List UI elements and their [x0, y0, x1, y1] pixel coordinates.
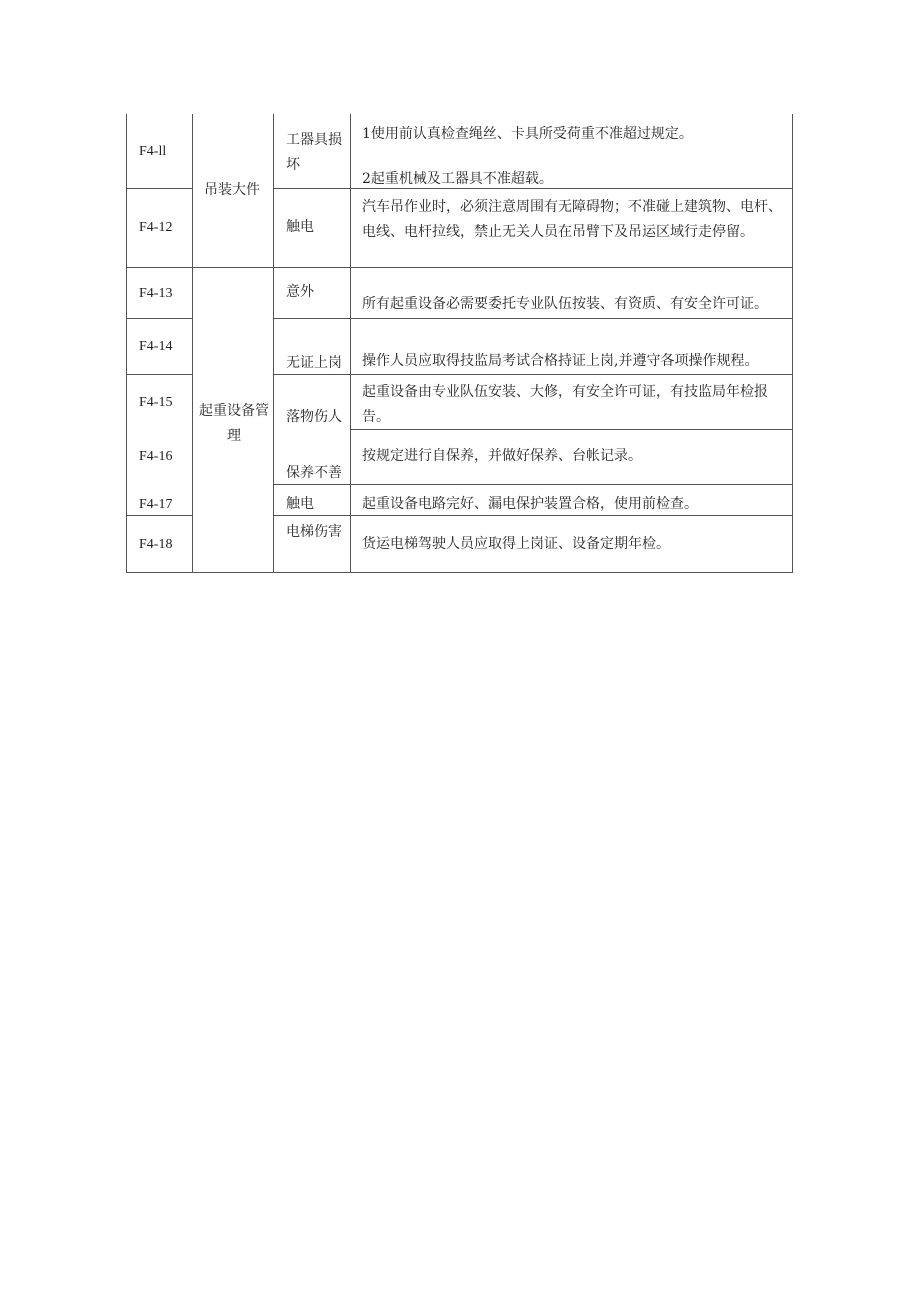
measure-cell: 按规定进行自保养，并做好保养、台帐记录。 — [362, 448, 642, 464]
row-code: F4-13 — [139, 286, 173, 301]
measure-cell: 2起重机械及工器具不准超载。 — [362, 171, 553, 187]
hazard-cell: 落物伤人 — [286, 409, 342, 425]
group-label: 起重设备管理 — [199, 403, 269, 444]
row-divider — [273, 374, 793, 375]
row-divider — [126, 188, 193, 189]
measure-cell: 操作人员应取得技监局考试合格持证上岗,并遵守各项操作规程。 — [362, 353, 759, 369]
table-border-bottom — [126, 572, 793, 573]
row-divider — [126, 267, 793, 268]
hazard-cell: 意外 — [286, 284, 314, 300]
row-code: F4-16 — [139, 449, 173, 464]
hazard-cell: 保养不善 — [286, 465, 342, 481]
hazard-cell: 工器具损坏 — [286, 132, 342, 173]
row-code: F4-17 — [139, 497, 173, 512]
table-border-right — [792, 114, 793, 573]
column-divider — [350, 114, 351, 573]
column-divider — [273, 114, 274, 573]
measure-cell: 汽车吊作业时，必须注意周围有无障碍物；不准碰上建筑物、电杆、电线、电杆拉线，禁止无关人员在吊臂下及吊运区域行走停留。 — [362, 199, 782, 240]
hazard-cell: 无证上岗 — [286, 355, 342, 371]
row-code: F4-15 — [139, 395, 173, 410]
row-code: F4-18 — [139, 537, 173, 552]
hazard-cell: 触电 — [286, 496, 314, 512]
hazard-cell: 触电 — [286, 219, 314, 235]
hazard-cell: 电梯伤害 — [286, 524, 342, 540]
row-code: F4-14 — [139, 339, 173, 354]
row-divider — [273, 318, 793, 319]
row-code: F4-ll — [139, 144, 167, 159]
row-divider — [126, 318, 193, 319]
table-border-left — [126, 114, 127, 573]
measure-cell: 1使用前认真检查绳丝、卡具所受荷重不准超过规定。 — [362, 126, 693, 142]
measure-cell: 所有起重设备必需要委托专业队伍按装、有资质、有安全许可证。 — [362, 296, 768, 312]
measure-cell: 货运电梯驾驶人员应取得上岗证、设备定期年检。 — [362, 536, 670, 552]
group-label: 吊装大件 — [204, 182, 260, 198]
measure-cell: 起重设备由专业队伍安装、大修，有安全许可证，有技监局年检报告。 — [362, 384, 768, 425]
row-divider — [126, 374, 193, 375]
row-code: F4-12 — [139, 220, 173, 235]
row-divider — [273, 484, 793, 485]
column-divider — [192, 114, 193, 573]
measure-cell: 起重设备电路完好、漏电保护装置合格，使用前检查。 — [362, 496, 698, 512]
